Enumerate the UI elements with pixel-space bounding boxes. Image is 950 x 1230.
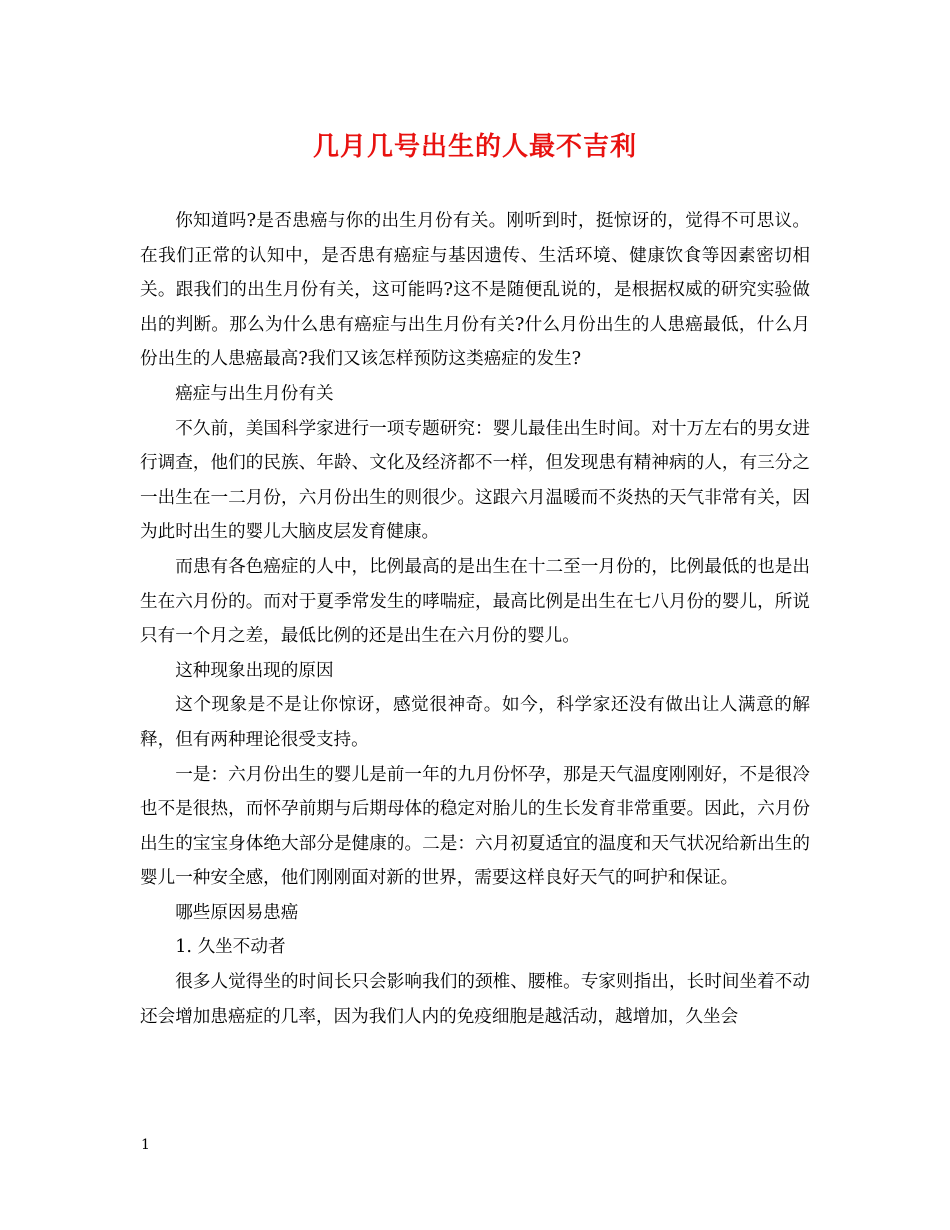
section-heading: 癌症与出生月份有关 (175, 383, 334, 404)
section-heading: 这种现象出现的原因 (175, 660, 334, 681)
paragraph-intro: 你知道吗?是否患癌与你的出生月份有关。刚听到时，挺惊讶的，觉得不可思议。在我们正常的认知中，是否患有癌症与基因遗传、生活环境、健康饮食等因素密切相关。跟我们的出生月份有关，这可能吗?这不是随便乱说的，是根据权威的研究实验做出的判断。那么为什么患有癌症与出生月份有关?什么月份出生的人患癌最低，什么月份出生的人患癌最高?我们又该怎样预防这类癌症的发生? (140, 211, 810, 370)
paragraph: 这个现象是不是让你惊讶，感觉很神奇。如今，科学家还没有做出让人满意的解释，但有两种理论很受支持。 (140, 695, 810, 750)
document-title: 几月几号出生的人最不吉利 (312, 132, 637, 162)
paragraph: 很多人觉得坐的时间长只会影响我们的颈椎、腰椎。专家则指出，长时间坐着不动还会增加患癌症的几率，因为我们人内的免疫细胞是越活动，越增加，久坐会 (140, 972, 810, 1027)
paragraph: 而患有各色癌症的人中，比例最高的是出生在十二至一月份的，比例最低的也是出生在六月份的。而对于夏季常发生的哮喘症，最高比例是出生在七八月份的婴儿，所说只有一个月之差，最低比例的还是出生在六月份的婴儿。 (140, 556, 810, 647)
page-number: 1 (141, 1137, 150, 1153)
list-item-heading: 1. 久坐不动者 (175, 937, 286, 958)
document-body (140, 204, 810, 1034)
section-heading: 哪些原因易患癌 (175, 902, 299, 923)
paragraph: 不久前，美国科学家进行一项专题研究：婴儿最佳出生时间。对十万左右的男女进行调查，他们的民族、年龄、文化及经济都不一样，但发现患有精神病的人，有三分之一出生在一二月份，六月份出生的则很少。这跟六月温暖而不炎热的天气非常有关，因为此时出生的婴儿大脑皮层发育健康。 (140, 418, 810, 543)
paragraph: 一是：六月份出生的婴儿是前一年的九月份怀孕，那是天气温度刚刚好，不是很冷也不是很热，而怀孕前期与后期母体的稳定对胎儿的生长发育非常重要。因此，六月份出生的宝宝身体绝大部分是健康的。二是：六月初夏适宜的温度和天气状况给新出生的婴儿一种安全感，他们刚刚面对新的世界，需要这样良好天气的呵护和保证。 (140, 764, 810, 889)
